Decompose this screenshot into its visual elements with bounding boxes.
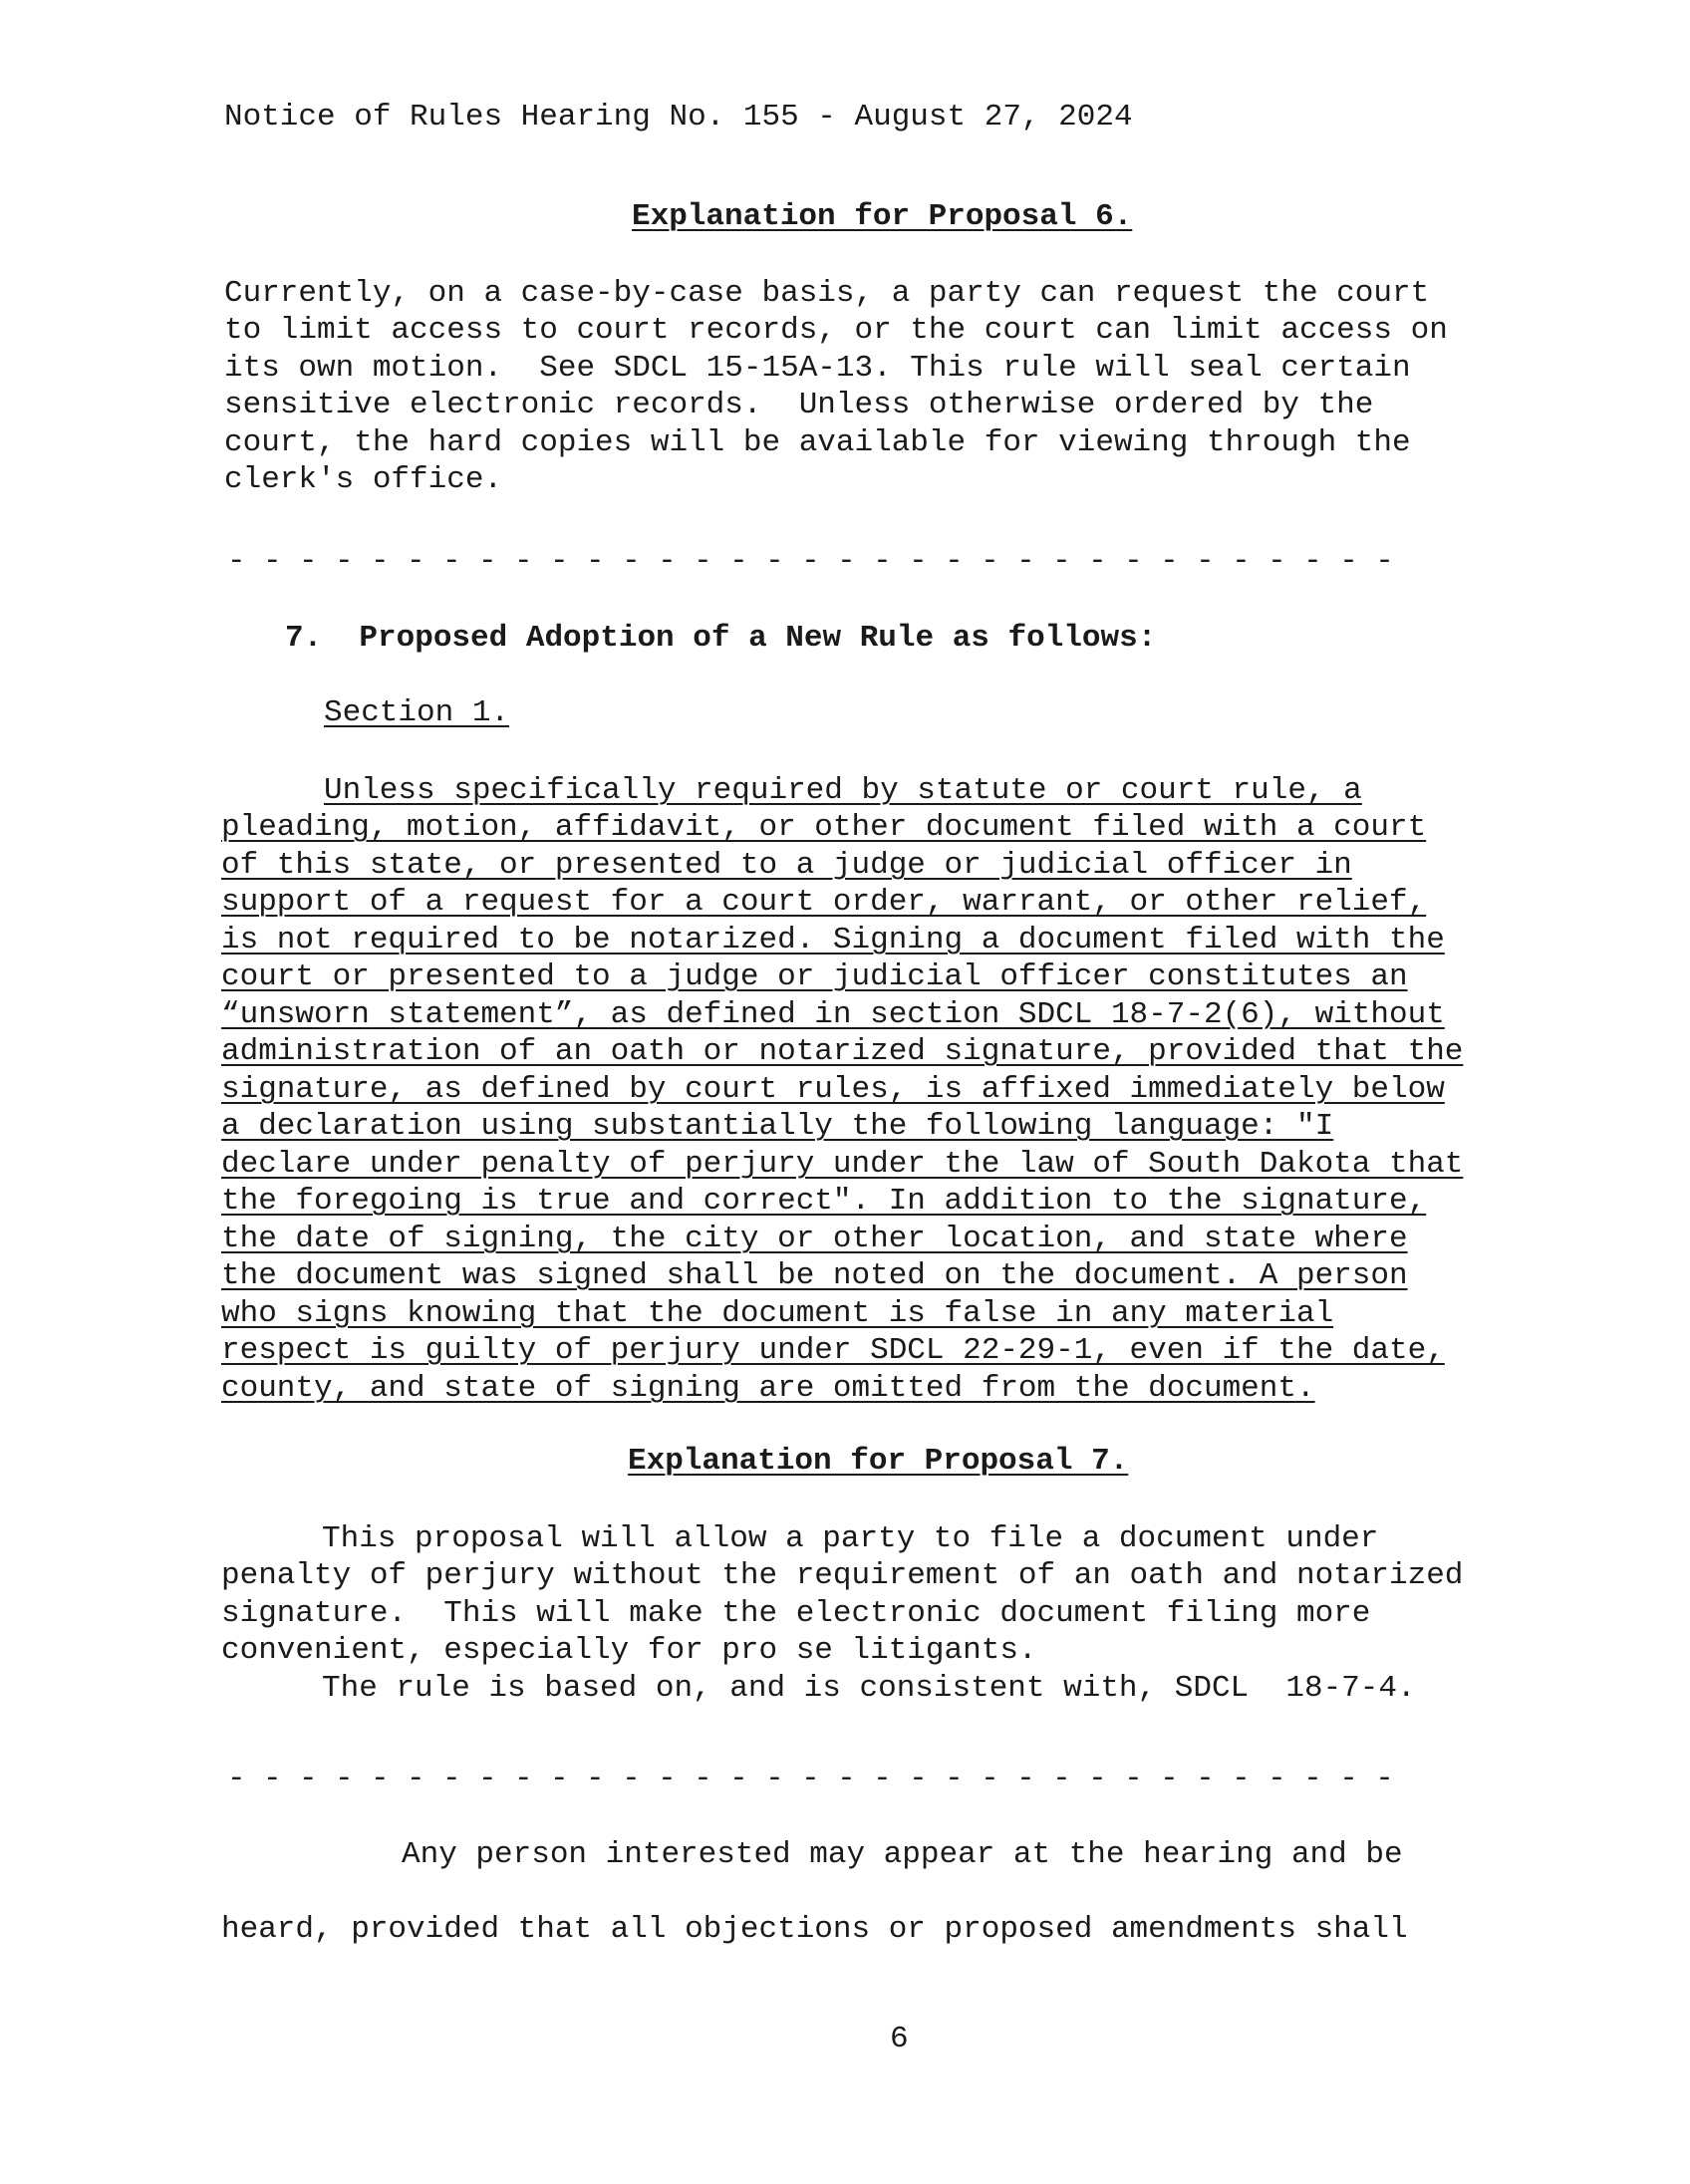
proposal-7-rule-line: who signs knowing that the document is false in any material: [221, 1296, 1334, 1331]
explanation-7-heading: Explanation for Proposal 7.: [628, 1444, 1129, 1479]
explanation-7-line: signature. This will make the electronic document filing more: [221, 1596, 1371, 1631]
proposal-7-rule-line: Unless specifically required by statute or court rule, a: [324, 773, 1362, 808]
explanation-7-line: convenient, especially for pro se litigants.: [221, 1633, 1037, 1668]
proposal-7-rule-line: support of a request for a court order, warrant, or other relief,: [221, 885, 1427, 920]
proposal-7-rule-line: respect is guilty of perjury under SDCL 22-29-1, even if the date,: [221, 1333, 1445, 1368]
proposal-7-rule-line: “unsworn statement”, as defined in section SDCL 18-7-2(6), without: [221, 997, 1445, 1032]
proposal-7-rule-line: signature, as defined by court rules, is affixed immediately below: [221, 1072, 1445, 1107]
proposal-7-rule-line: pleading, motion, affidavit, or other document filed with a court: [221, 810, 1427, 845]
proposal-7-rule-line: county, and state of signing are omitted from the document.: [221, 1371, 1315, 1406]
section-separator: - - - - - - - - - - - - - - - - - - - - - - - - - - - - - - - - -: [227, 1762, 1394, 1796]
explanation-6-line: sensitive electronic records. Unless otherwise ordered by the: [224, 388, 1374, 422]
page-number: 6: [890, 2022, 909, 2056]
explanation-7-line: This proposal will allow a party to file a document under: [322, 1521, 1379, 1556]
explanation-6-line: court, the hard copies will be available for viewing through the: [224, 425, 1411, 460]
explanation-6-line: its own motion. See SDCL 15-15A-13. This rule will seal certain: [224, 351, 1411, 386]
proposal-7-rule-line: of this state, or presented to a judge or judicial officer in: [221, 848, 1352, 883]
proposal-7-rule-line: a declaration using substantially the following language: "I: [221, 1109, 1334, 1144]
explanation-7-line: The rule is based on, and is consistent with, SDCL 18-7-4.: [322, 1671, 1416, 1706]
explanation-6-heading: Explanation for Proposal 6.: [632, 199, 1133, 234]
explanation-6-line: Currently, on a case-by-case basis, a party can request the court: [224, 276, 1430, 311]
closing-line: Any person interested may appear at the hearing and be: [402, 1837, 1403, 1872]
section-separator: - - - - - - - - - - - - - - - - - - - - - - - - - - - - - - - - -: [227, 544, 1394, 579]
section-1-label: Section 1.: [324, 695, 510, 730]
proposal-7-rule-line: administration of an oath or notarized signature, provided that the: [221, 1034, 1464, 1069]
proposal-7-rule-line: the foregoing is true and correct". In addition to the signature,: [221, 1184, 1427, 1219]
proposal-7-rule-line: court or presented to a judge or judicial officer constitutes an: [221, 959, 1408, 994]
explanation-6-line: clerk's office.: [224, 462, 503, 497]
proposal-7-heading: 7. Proposed Adoption of a New Rule as follows:: [285, 621, 1157, 656]
proposal-7-rule-line: is not required to be notarized. Signing a document filed with the: [221, 923, 1445, 957]
explanation-6-line: to limit access to court records, or the court can limit access on: [224, 313, 1448, 348]
proposal-7-rule-line: the document was signed shall be noted on the document. A person: [221, 1258, 1408, 1293]
closing-line: heard, provided that all objections or proposed amendments shall: [221, 1912, 1408, 1947]
page-header: Notice of Rules Hearing No. 155 - August 27, 2024: [224, 100, 1133, 135]
proposal-7-rule-line: the date of signing, the city or other location, and state where: [221, 1222, 1408, 1256]
proposal-7-rule-line: declare under penalty of perjury under the law of South Dakota that: [221, 1147, 1464, 1182]
explanation-7-line: penalty of perjury without the requirement of an oath and notarized: [221, 1558, 1464, 1593]
